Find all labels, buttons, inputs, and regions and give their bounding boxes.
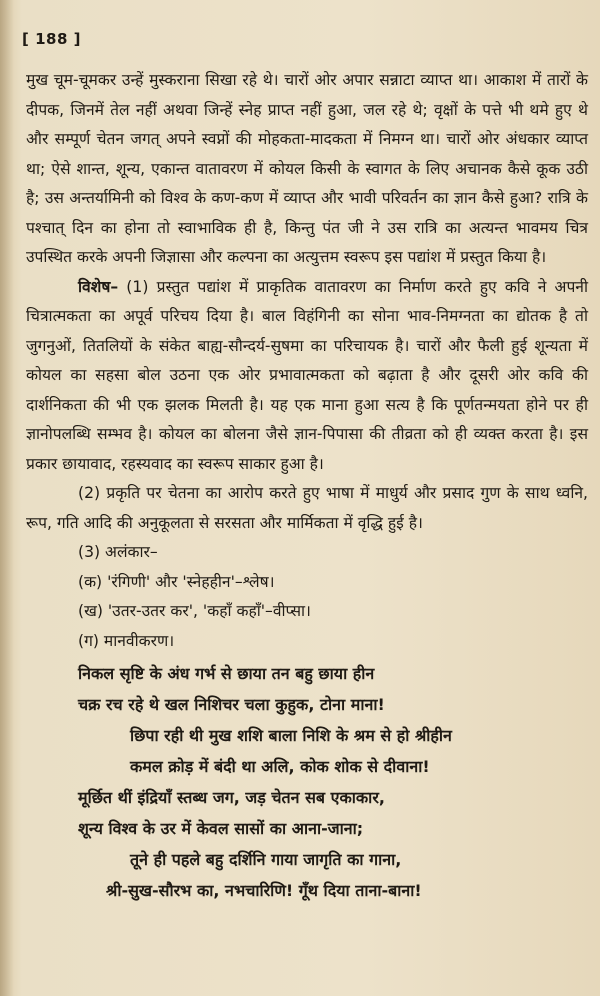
point-ka: (क) 'रंगिणी' और 'स्नेहहीन'–श्लेष। [78,572,275,591]
poem-line: छिपा रही थी मुख शशि बाला निशि के श्रम से हो श्रीहीन [130,726,452,745]
poem-line: निकल सृष्टि के अंध गर्भ से छाया तन बहु छाया हीन [78,664,375,683]
point-kha: (ख) 'उतर-उतर कर', 'कहाँ कहाँ'–वीप्सा। [78,602,311,620]
point-ga: (ग) मानवीकरण। [78,631,175,650]
poem-line: चक्र रच रहे थे खल निशिचर चला कुहुक, टोना माना! [78,695,385,714]
explanation-paragraph: मुख चूम-चूमकर उन्हें मुस्कराना सिखा रहे थे। चारों ओर अपार सन्नाटा व्याप्त था। आकाश में तारों के दीपक, जिनमें तेल नहीं अथवा जिन्हें स्नेह प्राप्त नहीं हुआ, जल रहे थे; वृक्षों के पत्ते भी थमे हुए थे और सम्पूर्ण चेतन जगत् अपने स्वप्नों की मोहकता-मादकता में निमग्न था। चारों ओर अंधकार व्याप्त था; ऐसे शान्त, शून्य, एकान्त वातावरण में कोयल किसी के स्वागत के लिए अचानक कैसे कूक उठी है; उस अन्तर्यामिनी को विश्व के कण-कण में व्याप्त और भावी परिवर्तन का ज्ञान कैसे हुआ? रात्रि के पश्चात् दिन का होना तो स्वाभाविक ही है, किन्तु पंत जी ने उस रात्रि का अत्यन्त भावमय चित्र उपस्थित करके अपनी जिज्ञासा और कल्पना का अत्युत्तम स्वरूप इस पद्यांश में प्रस्तुत किया है। [26,71,588,266]
poem-line: मूर्छित थीं इंद्रियाँ स्तब्ध जग, जड़ चेतन सब एकाकार, [78,788,385,807]
poem-line: श्री-सुख-सौरभ का, नभचारिणि! गूँथ दिया ताना-बाना! [106,881,422,900]
vishesh-label: विशेष– [78,277,119,296]
point-3-alankar: (3) अलंकार– [78,543,158,561]
vishesh-text: (1) प्रस्तुत पद्यांश में प्राकृतिक वातावरण का निर्माण करते हुए कवि ने अपनी चित्रात्मकता का अपूर्व परिचय दिया है। बाल विहंगिनी का सोना भाव-निमग्नता का द्योतक है तो जुगनुओं, तितलियों के संकेत बाह्य-सौन्दर्य-सुषमा का परिचायक है। चारों और फैली हुई शून्यता में कोयल का सहसा बोल उठना एक ओर प्रभावात्मकता को बढ़ाता है और दूसरी ओर कवि की दार्शनिकता की भी एक झलक मिलती है। यह एक माना हुआ सत्य है कि पूर्णतन्मयता होने पर ही ज्ञानोपलब्धि सम्भव है। कोयल का बोलना जैसे ज्ञान-पिपासा की तीव्रता को ही व्यक्त करता है। इस प्रकार छायावाद, रहस्यवाद का स्वरूप साकार हुआ है। [26,277,588,473]
point-2: (2) प्रकृति पर चेतना का आरोप करते हुए भाषा में माधुर्य और प्रसाद गुण के साथ ध्वनि, रूप, गति आदि की अनुकूलता से सरसता और मार्मिकता में वृद्धि हुई है। [26,484,588,532]
poem-stanza [26,658,588,906]
page-number: [ 188 ] [22,30,81,48]
vishesh-paragraph [26,273,588,480]
page-body [26,66,588,906]
poem-line: तूने ही पहले बहु दर्शिनि गाया जागृति का गाना, [130,850,402,869]
poem-line: कमल क्रोड़ में बंदी था अलि, कोक शोक से दीवाना! [130,757,430,776]
poem-line: शून्य विश्व के उर में केवल सासों का आना-जाना; [78,819,364,838]
spine-shadow [0,0,14,996]
